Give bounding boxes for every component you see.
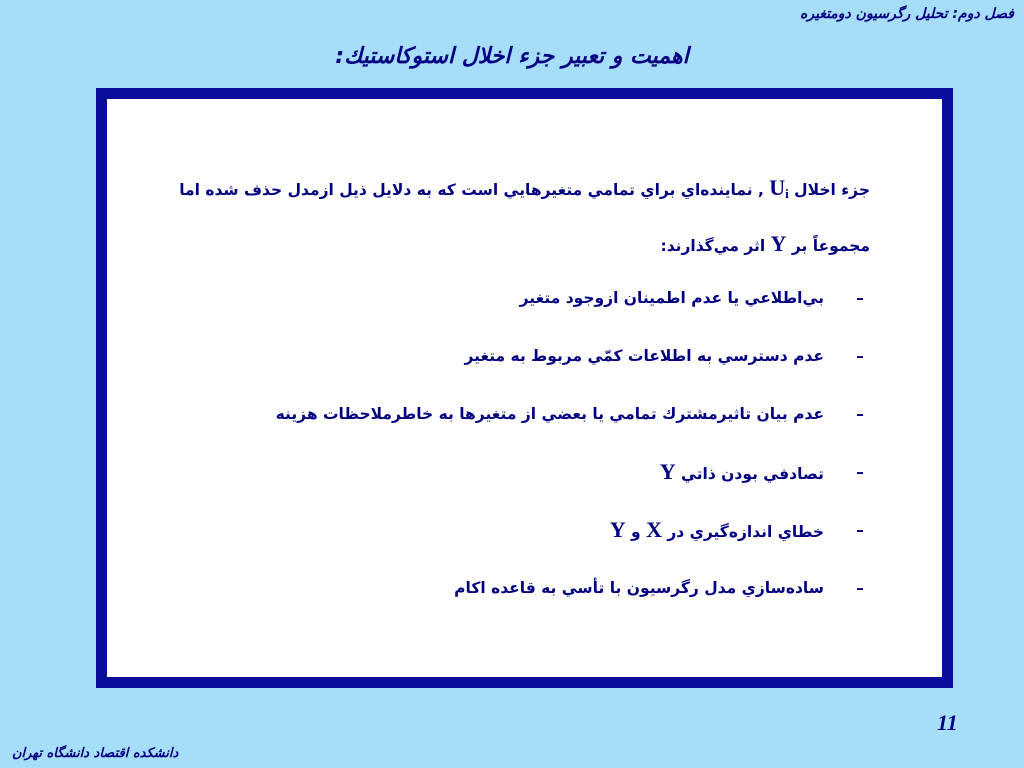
intro-text-2b: اثر مي‌گذارند: [660, 237, 766, 255]
bullet-dash: – [856, 521, 864, 539]
variable-u [769, 175, 789, 200]
bullet-list [110, 284, 870, 632]
list-item [110, 342, 870, 400]
variable-y: Y [609, 517, 626, 542]
list-item [110, 284, 870, 342]
variable-y: Y [770, 231, 787, 256]
list-item-text: ساده‌سازي مدل رگرسيون با تأسي به قاعده اكام [454, 579, 824, 597]
slide-title: اهميت و تعبير جزء اخلال استوكاستيك: [335, 44, 689, 69]
intro-line-2 [110, 232, 870, 258]
bullet-dash: – [856, 579, 864, 597]
list-item [110, 400, 870, 458]
list-item-text: عدم بيان تاثيرمشترك تمامي يا بعضي از متغيرها به خاطرملاحظات هزينه [275, 405, 824, 423]
list-item-text: عدم دسترسي به اطلاعات كمّي مربوط به متغير [464, 347, 824, 365]
variable-u-letter: U [769, 175, 786, 200]
page-number: 11 [937, 710, 958, 735]
footer-institution: دانشكده اقتصاد دانشگاه تهران [12, 746, 179, 761]
intro-text-1a: جزء اخلال [794, 181, 870, 199]
variable-u-subscript: i [785, 186, 789, 201]
variable-y: Y [659, 459, 676, 484]
list-item [110, 516, 870, 574]
list-item [110, 574, 870, 632]
list-item-text: بي‌اطلاعي يا عدم اطمينان ازوجود متغير [519, 289, 824, 307]
bullet-dash: – [856, 405, 864, 423]
conjunction: و [631, 523, 641, 541]
intro-line-1 [110, 176, 870, 206]
bullet-dash: – [856, 463, 864, 481]
chapter-title: فصل دوم: تحليل رگرسيون دومتغيره [800, 6, 1014, 22]
list-item-text: خطاي اندازه‌گيري در [667, 523, 824, 541]
list-item [110, 458, 870, 516]
intro-text-2a: مجموعاً بر [791, 237, 870, 255]
slide-content [110, 176, 870, 632]
intro-text-1b: , نماينده‌اي براي تمامي متغيرهايي است كه به دلايل ذيل ازمدل حذف شده اما [179, 181, 764, 199]
variable-x: X [646, 517, 662, 542]
bullet-dash: – [856, 347, 864, 365]
bullet-dash: – [856, 289, 864, 307]
list-item-text: تصادفي بودن ذاتي [681, 465, 824, 483]
